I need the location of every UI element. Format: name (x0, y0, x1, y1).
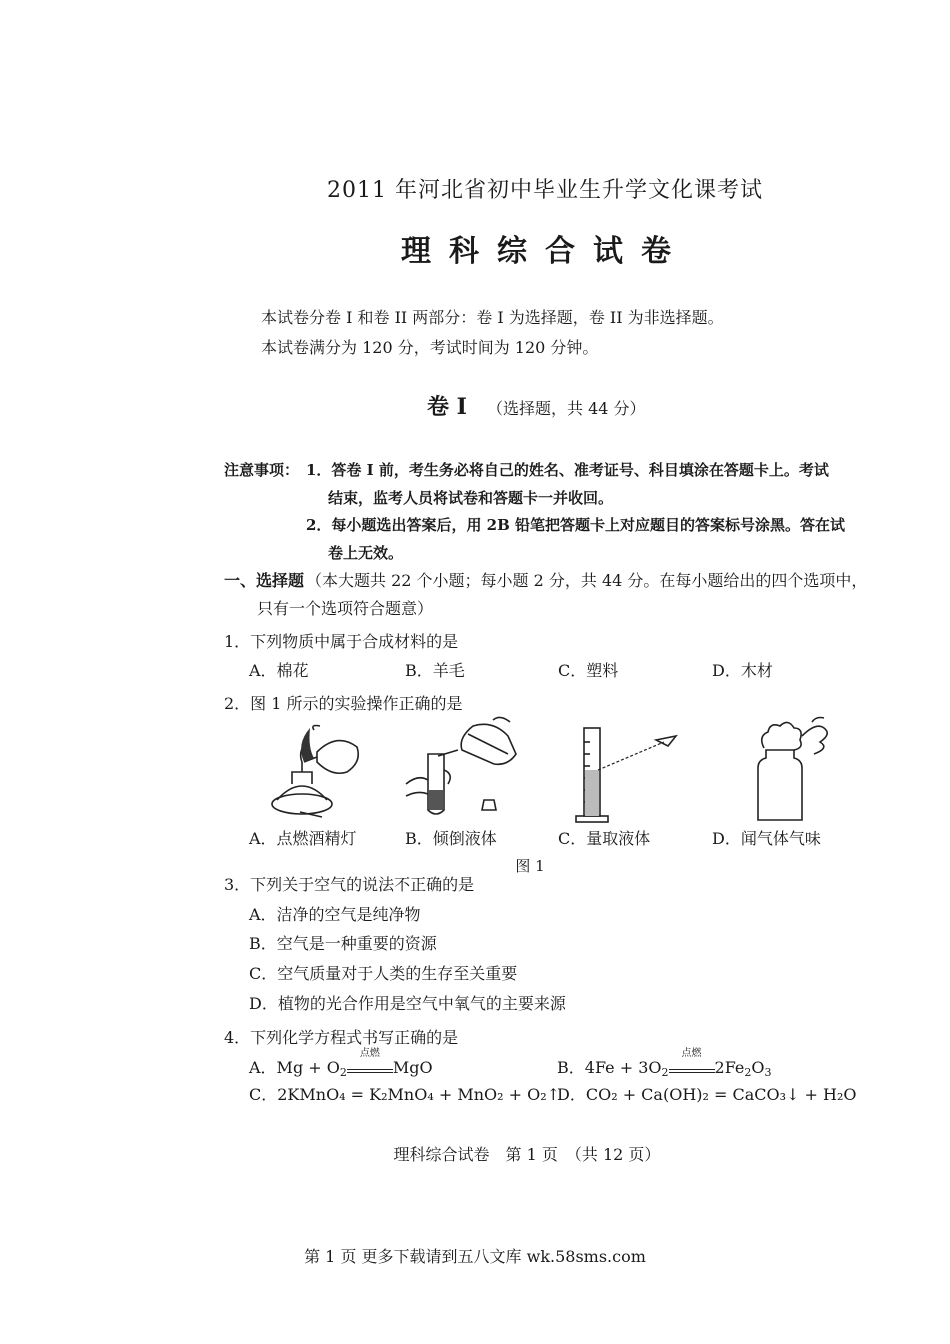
figure-caption: 图 1 (515, 857, 545, 875)
q4-a-subscript: 2 (339, 1066, 347, 1079)
part1-desc-line-1: （本大题共 22 个小题；每小题 2 分，共 44 分。在每小题给出的四个选项中， (306, 571, 868, 590)
notes-item-1-line-1: 1．答卷 I 前，考生务必将自己的姓名、准考证号、科目填涂在答题卡上。考试 (306, 461, 829, 479)
q1-option-d: D．木材 (712, 661, 773, 680)
q4-option-a (249, 1048, 433, 1084)
figure-measuring-cylinder (574, 722, 684, 826)
q4-option-c: C．2KMnO₄ = K₂MnO₄ + MnO₂ + O₂↑ (249, 1085, 561, 1104)
q1-option-a: A．棉花 (249, 661, 309, 680)
q1-option-c: C．塑料 (558, 661, 619, 680)
q2-stem: 2．图 1 所示的实验操作正确的是 (224, 694, 463, 713)
q3-stem: 3．下列关于空气的说法不正确的是 (224, 875, 475, 894)
q4-a-condition: 点燃 (359, 1048, 380, 1059)
notes-item-1-line-2: 结束，监考人员将试卷和答题卡一并收回。 (328, 489, 614, 507)
intro-line-2: 本试卷满分为 120 分，考试时间为 120 分钟。 (261, 338, 599, 357)
q4-b-product-o: O (751, 1058, 765, 1077)
q3-option-a: A．洁净的空气是纯净物 (249, 905, 421, 924)
section-heading: 卷 I (427, 394, 467, 420)
q4-b-reactants: B．4Fe + 3O (557, 1058, 662, 1077)
notes-item-2-line-2: 卷上无效。 (328, 544, 404, 562)
q4-a-product: MgO (392, 1058, 433, 1077)
q1-stem: 1．下列物质中属于合成材料的是 (224, 632, 459, 651)
q4-option-b (557, 1048, 772, 1084)
page-footer: 理科综合试卷 第 1 页 （共 12 页） (393, 1145, 661, 1164)
q4-b-product-sub-1: 2 (744, 1066, 752, 1079)
intro-line-1: 本试卷分卷 I 和卷 II 两部分：卷 I 为选择题，卷 II 为非选择题。 (261, 308, 724, 327)
q4-b-condition: 点燃 (681, 1048, 702, 1059)
q4-b-subscript: 2 (661, 1066, 669, 1079)
figure-smelling-gas (744, 712, 844, 826)
download-note: 第 1 页 更多下载请到五八文库 wk.58sms.com (304, 1247, 646, 1266)
q4-b-product: 2Fe (714, 1058, 745, 1077)
exam-title: 2011 年河北省初中毕业生升学文化课考试 (327, 178, 763, 203)
q3-option-d: D．植物的光合作用是空气中氧气的主要来源 (249, 994, 566, 1013)
notes-label: 注意事项： (224, 461, 300, 479)
q4-stem: 4．下列化学方程式书写正确的是 (224, 1028, 459, 1047)
q2-option-a: A．点燃酒精灯 (249, 829, 357, 848)
section-heading-detail: （选择题，共 44 分） (487, 399, 646, 418)
q3-option-b: B．空气是一种重要的资源 (249, 934, 437, 953)
q2-option-c: C．量取液体 (558, 829, 651, 848)
q4-option-d: D．CO₂ + Ca(OH)₂ = CaCO₃↓ + H₂O (557, 1085, 857, 1104)
q2-option-d: D．闻气体气味 (712, 829, 821, 848)
q1-option-b: B．羊毛 (405, 661, 465, 680)
q4-a-reactants: A．Mg + O (249, 1058, 340, 1077)
q4-b-product-sub-2: 3 (764, 1066, 772, 1079)
figure-pouring-liquid (398, 714, 528, 828)
q3-option-c: C．空气质量对于人类的生存至关重要 (249, 964, 518, 983)
q4-a-equals-sign (347, 1048, 393, 1073)
figure-alcohol-lamp (262, 722, 372, 824)
q4-b-equals-sign (669, 1048, 715, 1073)
part1-desc-line-2: 只有一个选项符合题意） (257, 599, 434, 618)
part1-label: 一、选择题 (224, 571, 305, 590)
notes-item-2-line-1: 2．每小题选出答案后，用 2B 铅笔把答题卡上对应题目的答案标号涂黑。答在试 (306, 516, 846, 534)
subject-title: 理科综合试卷 (401, 234, 689, 269)
q2-option-b: B．倾倒液体 (405, 829, 497, 848)
